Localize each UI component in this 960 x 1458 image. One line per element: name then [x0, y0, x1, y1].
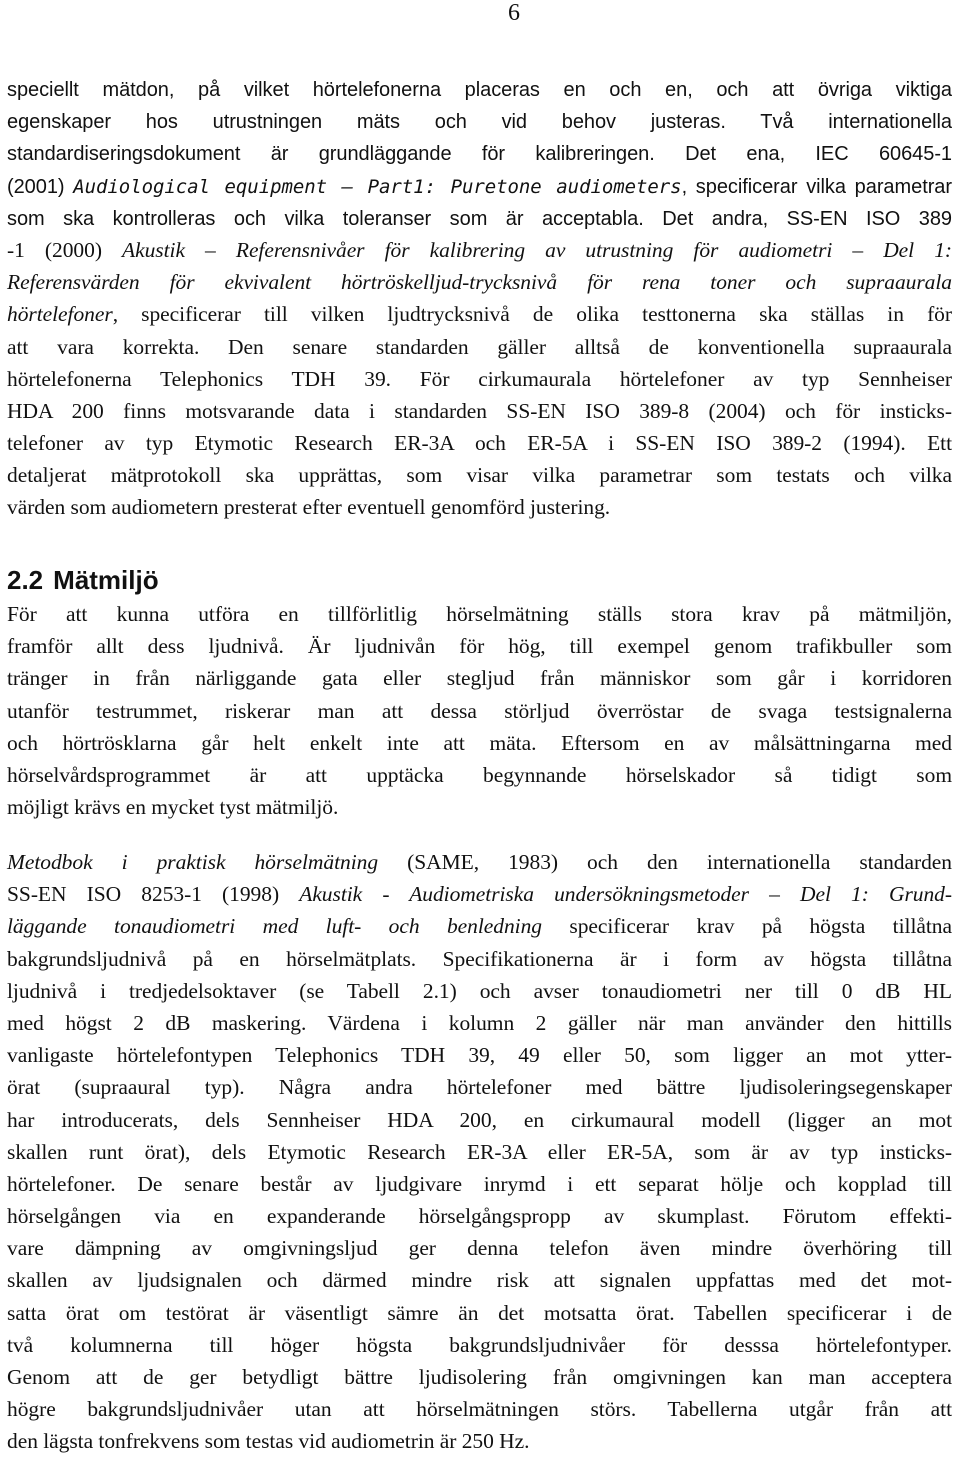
text-line: [7, 363, 952, 395]
text-run: standardiseringsdokument är grundläggande för kalibreringen. Det ena, IEC 60645-1: [7, 143, 952, 166]
text-line: [7, 1425, 952, 1457]
text-run: utanför testrummet, riskerar man att dessa störljud överröstar de svaga testsignalerna: [7, 698, 952, 723]
text-run: möjligt krävs en mycket tyst mätmiljö.: [7, 795, 339, 820]
text-line: [7, 598, 952, 630]
text-run: hörselgången via en expanderande hörselgångspropp av skumplast. Förutom effekti-: [7, 1204, 952, 1229]
text-line: [7, 137, 952, 169]
text-line: [7, 427, 952, 459]
text-line: [7, 1329, 952, 1361]
text-line: [7, 459, 952, 491]
text-line: [7, 662, 952, 694]
text-line: [7, 1264, 952, 1296]
text-run: Genom att de ger betydligt bättre ljudisolering från omgivningen kan man acceptera: [7, 1365, 952, 1389]
text-run: framför allt dess ljudnivå. Är ljudnivån för hög, till exempel genom trafikbuller som: [7, 634, 952, 659]
text-run: vare dämpning av omgivningsljud ger denna telefon även mindre överhöring till: [7, 1236, 952, 1261]
text-run: två kolumnerna till höger högsta bakgrundsljudnivåer för desssa hörtelefontyper.: [7, 1332, 952, 1357]
text-line: [7, 878, 952, 910]
text-run: SS-EN ISO 8253-1 (1998): [7, 882, 300, 907]
text-run: ljudnivå i tredjedelsoktaver (se Tabell 2.1) och avser tonaudiometri ner till 0 dB HL: [7, 978, 952, 1003]
text-run: som ska kontrolleras och vilka toleranser som är acceptabla. Det andra, SS-EN ISO 389: [7, 207, 952, 230]
text-run: vanligaste hörtelefontypen Telephonics TDH 39, 49 eller 50, som ligger an mot ytter-: [7, 1043, 952, 1068]
page-number: 6: [508, 0, 520, 26]
text-line: [7, 1071, 952, 1103]
text-run: och hörtrösklarna går helt enkelt inte att mäta. Eftersom en av målsättningarna med: [7, 730, 952, 755]
text-run: bakgrundsljudnivå på en hörselmätplats. Specifikationerna är i form av högsta tillåtna: [7, 946, 952, 971]
text-run: läggande tonaudiometri med luft- och benledning: [7, 914, 542, 939]
text-run: Referensvärden för ekvivalent hörtröskelljud-trycksnivå för rena toner och supraaurala: [7, 270, 952, 295]
text-line: [7, 1168, 952, 1200]
text-line: [7, 1007, 952, 1039]
text-run: detaljerat mätprotokoll ska upprättas, som visar vilka parametrar som testats och vilka: [7, 463, 952, 488]
text-run: den lägsta tonfrekvens som testas vid audiometrin är 250 Hz.: [7, 1429, 530, 1454]
text-run: Akustik - Audiometriska undersökningsmetoder – Del 1: Grund-: [299, 882, 952, 907]
paragraph-measurement-environment: [7, 598, 952, 823]
text-line: [7, 943, 952, 975]
text-run: För att kunna utföra en tillförlitlig hörselmätning ställs stora krav på mätmiljön,: [7, 602, 952, 626]
text-line: [7, 791, 952, 823]
section-number: 2.2: [7, 565, 44, 595]
text-line: [7, 105, 952, 137]
paragraph-calibration: [7, 73, 952, 524]
text-run: hörtelefoner: [7, 302, 113, 327]
text-run: (SAME, 1983) och den internationella standarden: [378, 850, 952, 874]
text-run: skallen runt örat), dels Etymotic Research ER-3A eller ER-5A, som är av typ insticks-: [7, 1139, 952, 1164]
text-run: örat (supraaural typ). Några andra hörtelefoner med bättre ljudisoleringsegenskaper: [7, 1075, 952, 1100]
text-run: hörselvårdsprogrammet är att upptäcka begynnande hörselskador så tidigt som: [7, 762, 952, 787]
text-line: [7, 1232, 952, 1264]
text-run: hörtelefonerna Telephonics TDH 39. För cirkumaurala hörtelefoner av typ Sennheiser: [7, 366, 952, 391]
text-line: [7, 846, 952, 878]
text-line: [7, 1393, 952, 1425]
text-run: värden som audiometern presterat efter eventuell genomförd justering.: [7, 495, 611, 520]
text-run: att vara korrekta. Den senare standarden gäller alltså de konventionella supraaurala: [7, 334, 952, 359]
text-line: [7, 1361, 952, 1393]
text-run: , specificerar till vilken ljudtrycksnivå de olika testtonerna ska ställas in för: [112, 302, 952, 327]
text-run: har introducerats, dels Sennheiser HDA 200, en cirkumaural modell (ligger an mot: [7, 1107, 952, 1132]
text-line: [7, 491, 952, 523]
text-run: , specificerar vilka parametrar: [681, 175, 952, 198]
section-title: Mätmiljö: [53, 565, 159, 595]
paragraph-background-noise-standards: [7, 846, 952, 1458]
text-run: satta örat om testörat är väsentligt sämre än det motsatta örat. Tabellen specificerar i de: [7, 1300, 952, 1325]
text-line: [7, 910, 952, 942]
text-line: [7, 727, 952, 759]
text-line: [7, 234, 952, 266]
text-line: [7, 1136, 952, 1168]
text-line: [7, 331, 952, 363]
text-line: [7, 1039, 952, 1071]
text-line: [7, 395, 952, 427]
text-line: [7, 202, 952, 234]
text-run: med högst 2 dB maskering. Värdena i kolumn 2 gäller när man använder den hittills: [7, 1010, 952, 1035]
text-line: [7, 298, 952, 330]
text-line: [7, 695, 952, 727]
text-line: [7, 1104, 952, 1136]
text-run: egenskaper hos utrustningen mäts och vid behov justeras. Två internationella: [7, 111, 952, 134]
text-run: specificerar krav på högsta tillåtna: [541, 914, 952, 939]
text-run: högre bakgrundsljudnivåer utan att hörselmätningen störs. Tabellerna utgår från att: [7, 1397, 952, 1422]
text-run: tränger in från närliggande gata eller stegljud från människor som går i korridoren: [7, 666, 952, 691]
text-run: Metodbok i praktisk hörselmätning: [7, 850, 379, 874]
text-run: speciellt mätdon, på vilket hörtelefonerna placeras en och en, och att övriga viktiga: [7, 79, 952, 101]
text-line: [7, 630, 952, 662]
text-run: skallen av ljudsignalen och därmed mindre risk att signalen uppfattas med det mot-: [7, 1268, 952, 1293]
text-line: [7, 170, 952, 202]
text-run: Audiological equipment – Part1: Puretone audiometers: [73, 175, 682, 198]
text-run: (2001): [7, 175, 74, 198]
text-line: [7, 759, 952, 791]
text-line: [7, 266, 952, 298]
text-line: [7, 1297, 952, 1329]
text-run: -1 (2000): [7, 237, 123, 262]
text-run: telefoner av typ Etymotic Research ER-3A och ER-5A i SS-EN ISO 389-2 (1994). Ett: [7, 431, 952, 456]
text-line: [7, 1200, 952, 1232]
text-run: Akustik – Referensnivåer för kalibrering av utrustning för audiometri – Del 1:: [122, 237, 953, 262]
text-run: hörtelefoner. De senare består av ljudgivare inrymd i ett separat hölje och kopplad till: [7, 1171, 952, 1196]
section-heading: [7, 562, 159, 598]
text-line: [7, 975, 952, 1007]
text-run: HDA 200 finns motsvarande data i standarden SS-EN ISO 389-8 (2004) och för insticks-: [7, 398, 952, 423]
text-line: [7, 73, 952, 105]
